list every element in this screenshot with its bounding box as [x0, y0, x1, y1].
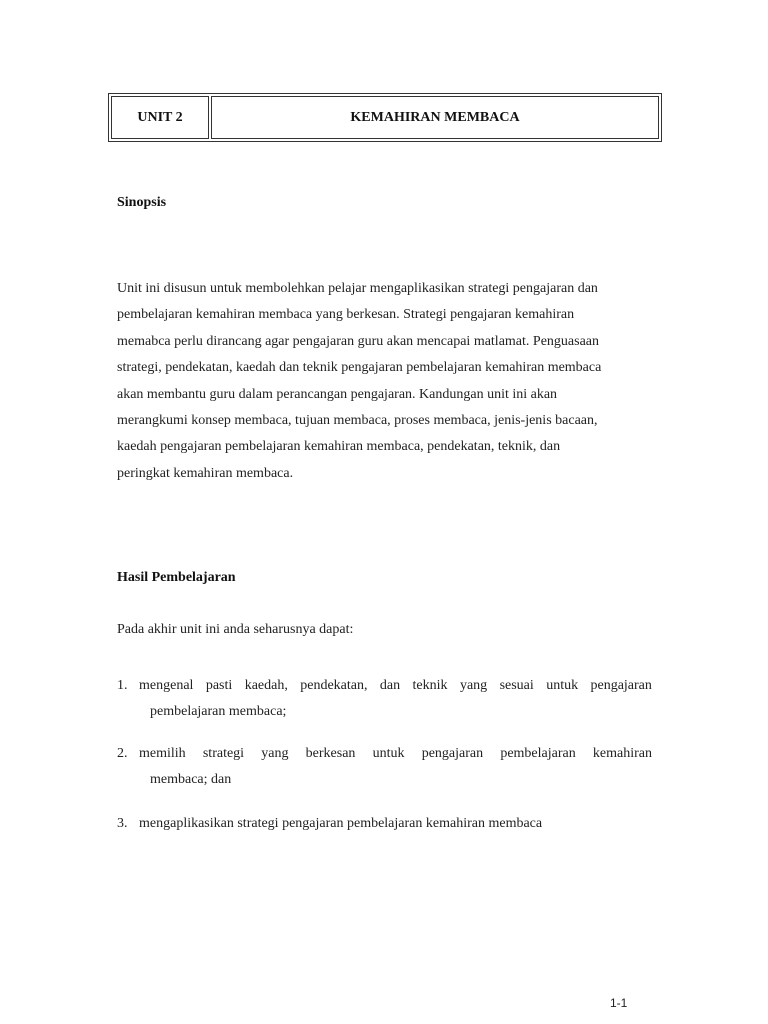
outcome-first-line [139, 673, 652, 699]
word: sesuai [499, 678, 534, 693]
page-number: 1-1 [610, 996, 628, 1010]
list-number: 1. [117, 678, 128, 693]
word: yang [459, 678, 488, 693]
paragraph-line: strategi, pendekatan, kaedah dan teknik pengajaran pembelajaran kemahiran membaca [117, 360, 602, 376]
word: kemahiran [592, 746, 652, 761]
unit-title: KEMAHIRAN MEMBACA [211, 96, 659, 139]
word: pembelajaran [500, 746, 576, 761]
learning-outcomes-intro: Pada akhir unit ini anda seharusnya dapat: [117, 622, 354, 637]
hasil-pembelajaran-heading: Hasil Pembelajaran [117, 570, 236, 585]
word: untuk [546, 678, 579, 693]
paragraph-line: peringkat kemahiran membaca. [117, 465, 294, 481]
outcome-first-line: mengaplikasikan strategi pengajaran pembelajaran kemahiran membaca [139, 816, 543, 831]
unit-header-table [108, 93, 662, 142]
word: yang [261, 746, 289, 761]
word: untuk [372, 746, 405, 761]
outcome-continuation: membaca; dan [150, 772, 232, 787]
paragraph-line: pembelajaran kemahiran membaca yang berkesan. Strategi pengajaran kemahiran [117, 307, 575, 323]
paragraph-line: akan membantu guru dalam perancangan pengajaran. Kandungan unit ini akan [117, 386, 558, 402]
word: dan [379, 678, 401, 693]
outcome-continuation: pembelajaran membaca; [150, 704, 287, 719]
paragraph-line: Unit ini disusun untuk membolehkan pelajar mengaplikasikan strategi pengajaran dan [117, 281, 598, 296]
list-number: 3. [117, 816, 128, 831]
outcome-first-line [139, 741, 652, 767]
sinopsis-heading: Sinopsis [117, 195, 167, 210]
learning-outcome-item [117, 673, 652, 725]
paragraph-line: merangkumi konsep membaca, tujuan membaca, proses membaca, jenis-jenis bacaan, [117, 413, 598, 429]
word: berkesan [305, 746, 356, 761]
learning-outcome-item [117, 741, 652, 793]
word: pendekatan, [300, 678, 368, 693]
word: pasti [205, 678, 233, 693]
word: memilih [139, 746, 186, 761]
word: pengajaran [590, 678, 652, 693]
word: strategi [202, 746, 245, 761]
word: teknik [412, 678, 448, 693]
sinopsis-paragraph [117, 276, 657, 487]
word: pengajaran [421, 746, 484, 761]
learning-outcome-item [117, 811, 652, 837]
paragraph-line: kaedah pengajaran pembelajaran kemahiran membaca, pendekatan, teknik, dan [117, 439, 561, 455]
paragraph-line: memabca perlu dirancang agar pengajaran guru akan mencapai matlamat. Penguasaan [117, 333, 599, 349]
word: mengenal [139, 678, 194, 693]
list-number: 2. [117, 746, 128, 761]
word: kaedah, [244, 678, 288, 693]
unit-label: UNIT 2 [111, 96, 209, 139]
